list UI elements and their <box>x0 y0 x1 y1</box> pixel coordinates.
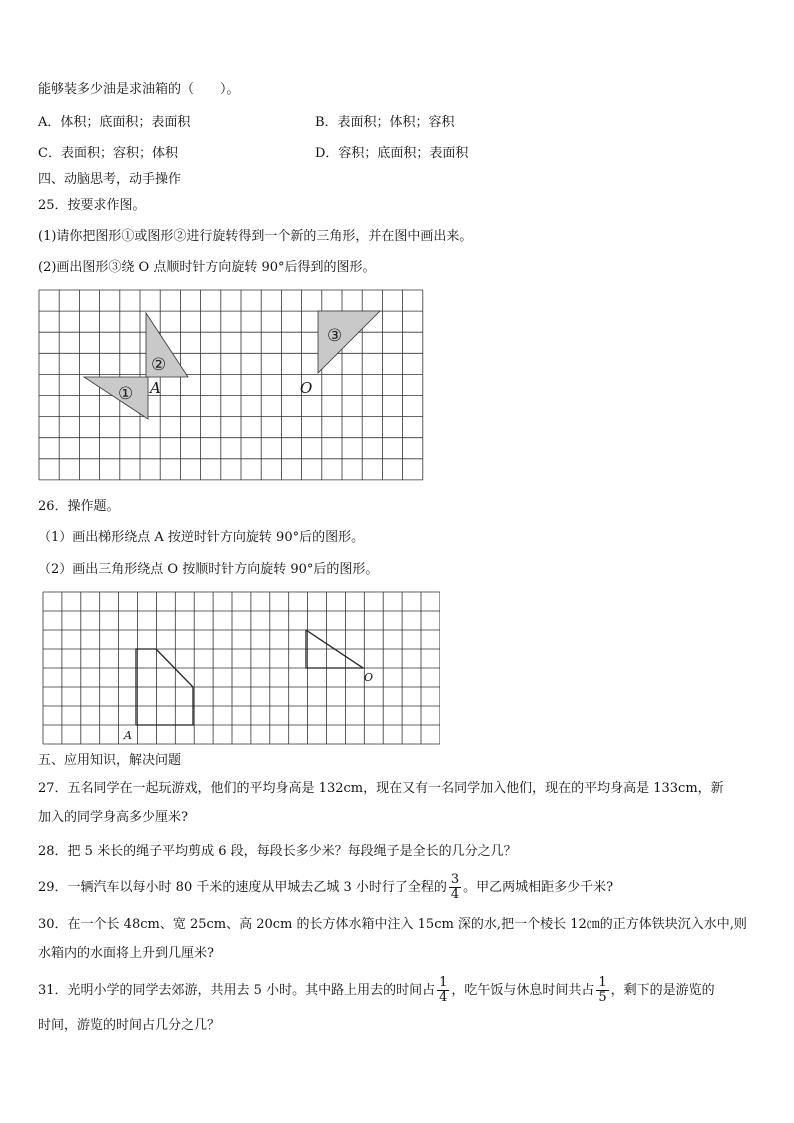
q26-part1: （1）画出梯形绕点 A 按逆时针方向旋转 90°后的图形。 <box>38 530 365 545</box>
q25-point-o: O <box>300 379 313 397</box>
q31-fraction-1 <box>437 976 449 1005</box>
q31-text-middle: ，吃午饭与休息时间共占 <box>451 983 595 998</box>
q25-part1: (1)请你把图形①或图形②进行旋转得到一个新的三角形，并在图中画出来。 <box>38 229 473 244</box>
q25-label-3: ③ <box>327 326 343 346</box>
q29-text-after: 。甲乙两城相距多少千米? <box>463 880 614 895</box>
q31-f2-num: 1 <box>598 975 607 990</box>
q26-point-o: O <box>364 671 374 684</box>
q31-fraction-2 <box>596 976 608 1005</box>
q30-line1: 30．在一个长 48cm、宽 25cm、高 20cm 的长方体水箱中注入 15cm 深的水,把一个棱长 12㎝的正方体铁块沉入水中,则 <box>38 917 747 932</box>
option-a: A．体积；底面积；表面积 <box>38 115 191 130</box>
q29-fraction <box>449 873 461 902</box>
q27-line1: 27．五名同学在一起玩游戏，他们的平均身高是 132cm，现在又有一名同学加入他们，现在的平均身高是 133cm，新 <box>38 781 724 796</box>
option-c: C．表面积；容积；体积 <box>38 146 178 161</box>
section-4-heading: 四、动脑思考，动手操作 <box>38 172 182 187</box>
q31-f2-den: 5 <box>598 990 607 1005</box>
q31-text-after: ，剩下的是游览的 <box>610 983 715 998</box>
q27-line2: 加入的同学身高多少厘米? <box>38 810 188 825</box>
q26-grid-figure <box>42 591 440 745</box>
q25-point-a: A <box>150 379 161 397</box>
q25-grid-figure <box>38 289 424 485</box>
q26-title: 26．操作题。 <box>38 499 120 514</box>
q25-triangle-1 <box>84 377 148 419</box>
q28: 28．把 5 米长的绳子平均剪成 6 段，每段长多少米？每段绳子是全长的几分之几？ <box>38 844 517 859</box>
q25-label-1: ① <box>118 384 134 404</box>
q29 <box>38 870 613 906</box>
q31-line1 <box>38 968 715 1014</box>
option-d: D．容积；底面积；表面积 <box>315 146 469 161</box>
q25-part2: (2)画出图形③绕 O 点顺时针方向旋转 90°后得到的图形。 <box>38 260 376 275</box>
q25-title: 25．按要求作图。 <box>38 198 146 213</box>
q29-frac-den: 4 <box>450 887 460 902</box>
option-b: B．表面积；体积；容积 <box>315 115 455 130</box>
question-continuation: 能够装多少油是求油箱的（ ）。 <box>38 82 240 97</box>
q26-part2: （2）画出三角形绕点 O 按顺时针方向旋转 90°后的图形。 <box>38 562 379 577</box>
q31-text-before: 31．光明小学的同学去郊游，共用去 5 小时。其中路上用去的时间占 <box>38 983 436 998</box>
q29-text-before: 29．一辆汽车以每小时 80 千米的速度从甲城去乙城 3 小时行了全程的 <box>38 880 447 895</box>
q31-f1-num: 1 <box>439 975 448 990</box>
q31-f1-den: 4 <box>439 990 448 1005</box>
q25-label-2: ② <box>151 355 167 375</box>
q26-point-a: A <box>124 729 132 742</box>
q30-line2: 水箱内的水面将上升到几厘米? <box>38 946 214 961</box>
q29-frac-num: 3 <box>450 872 460 887</box>
q31-line2: 时间，游览的时间占几分之几？ <box>38 1018 221 1033</box>
section-5-heading: 五、应用知识，解决问题 <box>38 753 182 768</box>
